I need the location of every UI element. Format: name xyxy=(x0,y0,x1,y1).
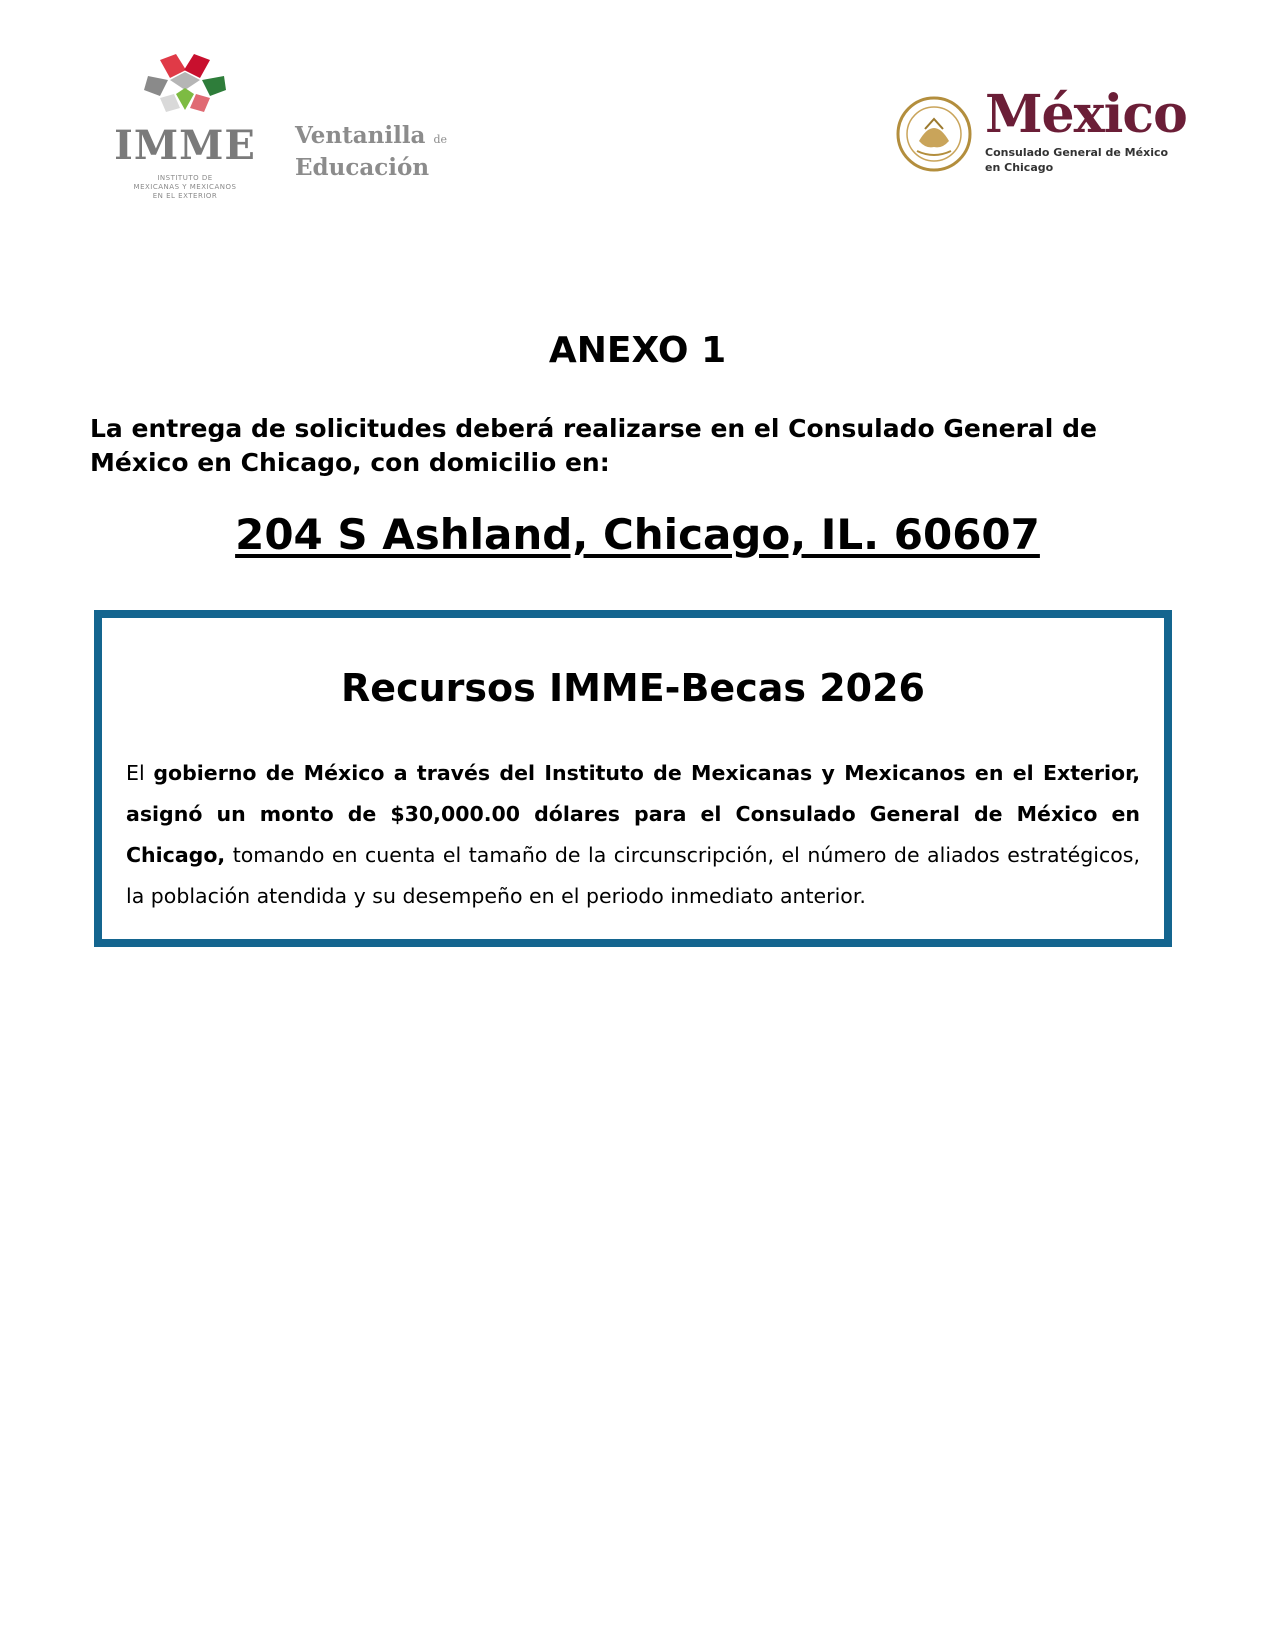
imme-logo xyxy=(110,50,260,210)
imme-heart-icon xyxy=(140,50,230,122)
educacion-word: Educación xyxy=(295,154,430,181)
ventanilla-de: de xyxy=(433,133,448,146)
intro-paragraph: La entrega de solicitudes deberá realizarse en el Consulado General de México en Chicago, con domicilio en: xyxy=(90,414,1097,477)
address-heading: 204 S Ashland, Chicago, IL. 60607 xyxy=(235,510,1040,559)
resources-box xyxy=(94,610,1172,947)
ventanilla-word: Ventanilla xyxy=(295,122,426,149)
mexico-seal-icon xyxy=(895,95,973,173)
imme-subtitle-line: EN EL EXTERIOR xyxy=(152,192,218,200)
imme-subtitle-line: MEXICANAS Y MEXICANOS xyxy=(133,183,237,191)
resources-paragraph xyxy=(126,753,1140,917)
resources-text-pre: El xyxy=(126,761,154,785)
consulado-line: Consulado General de México xyxy=(985,146,1169,159)
page-title: ANEXO 1 xyxy=(548,330,727,371)
resources-title: Recursos IMME-Becas 2026 xyxy=(341,666,925,710)
imme-wordmark: IMME xyxy=(114,122,256,169)
ventanilla-logo xyxy=(295,122,447,182)
resources-text-bold: gobierno de México a través del Instituto de Mexicanas y Mexicanos en el Exterior, asignó un monto de $30,000.00 dólares para el Consulado General de México en Chicago, xyxy=(126,761,1140,867)
resources-text-post: tomando en cuenta el tamaño de la circunscripción, el número de aliados estratégicos, la población atendida y su desempeño en el periodo inmediato anterior. xyxy=(126,843,1140,908)
mexico-wordmark: México xyxy=(985,84,1187,145)
imme-subtitle xyxy=(110,174,260,201)
consulado-subtitle xyxy=(985,145,1168,175)
imme-subtitle-line: INSTITUTO DE xyxy=(157,174,213,182)
consulado-line: en Chicago xyxy=(985,161,1054,174)
